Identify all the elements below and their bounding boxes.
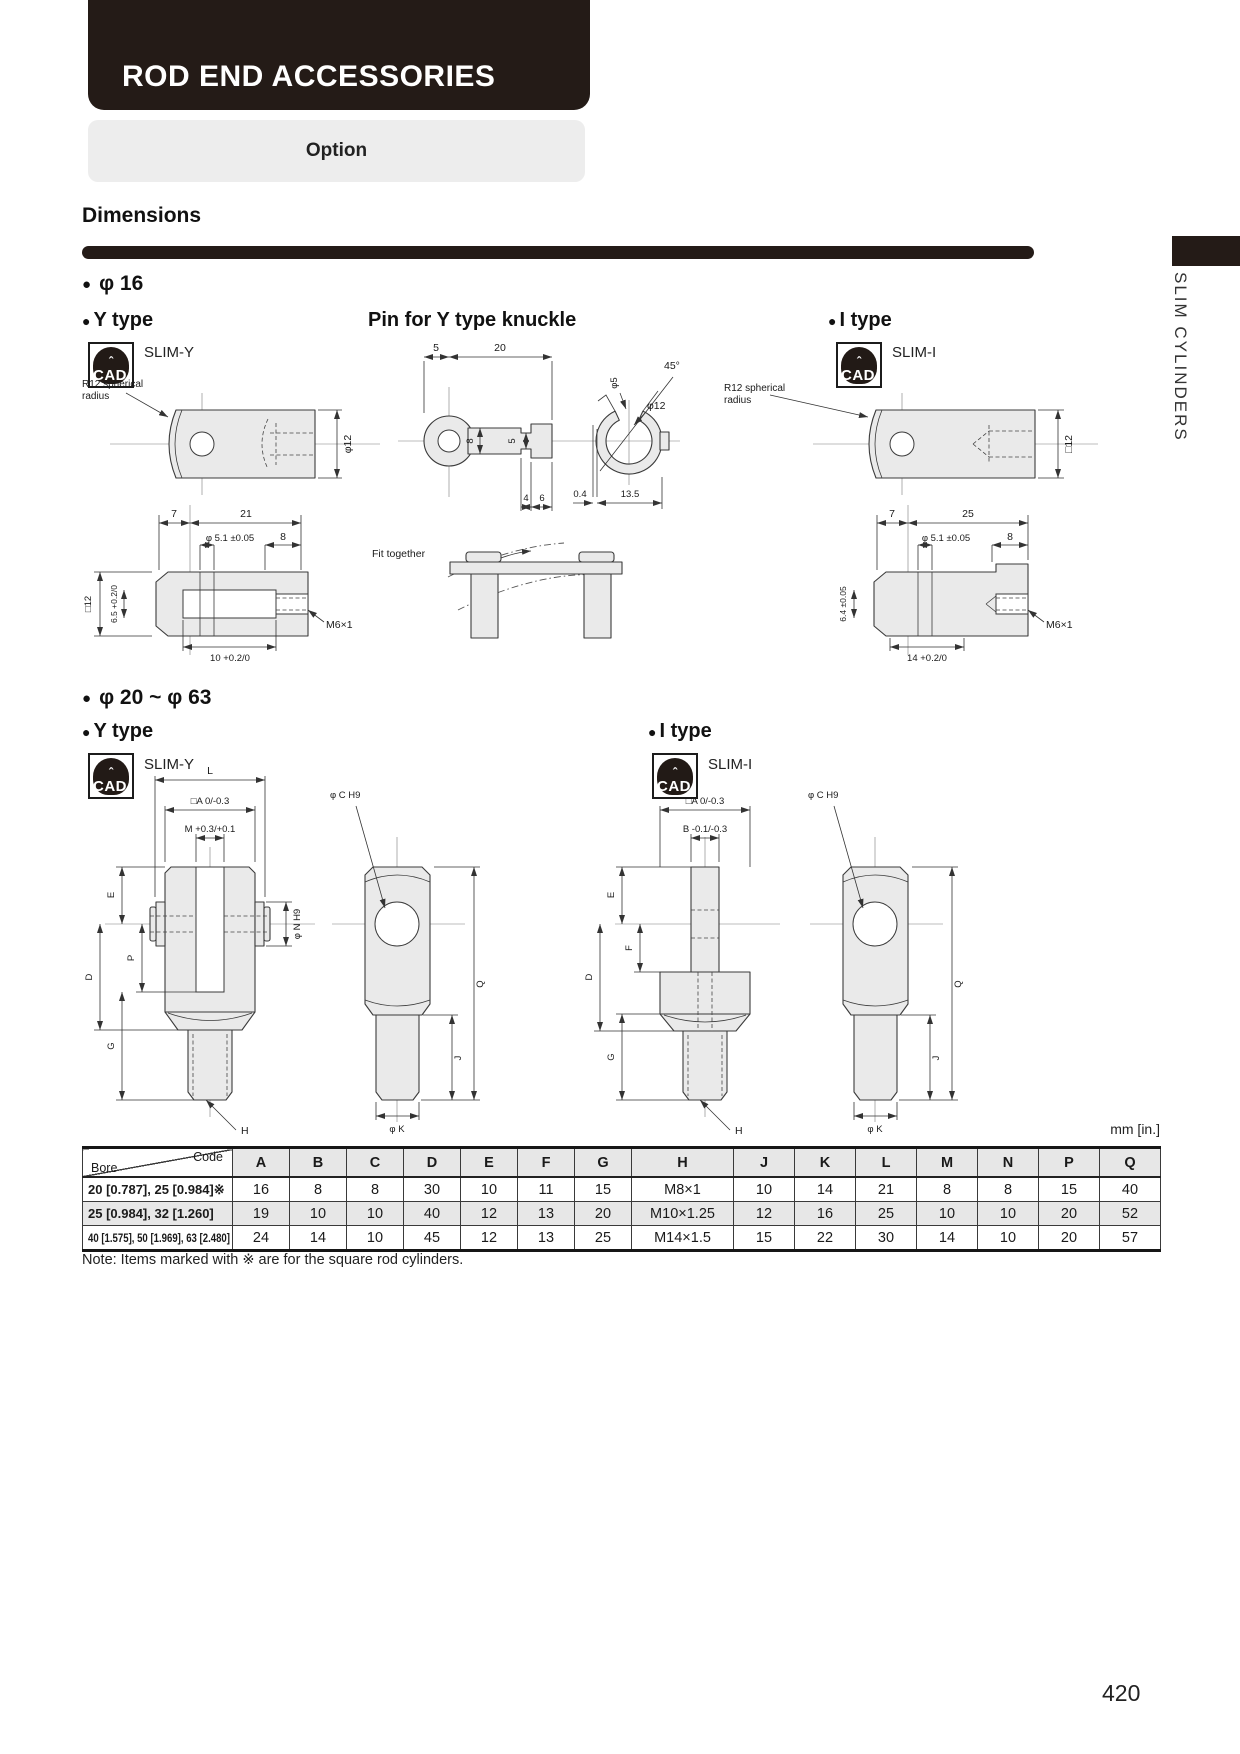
option-label: Option — [305, 140, 368, 161]
dim-label: φ 5.1 ±0.05 — [205, 533, 255, 544]
dim-label: 8 — [465, 438, 476, 444]
section-heading-phi16 — [82, 272, 143, 296]
dim-label: 25 — [962, 508, 974, 520]
value-cell: 20 — [575, 1202, 632, 1226]
value-cell: 10 — [917, 1202, 978, 1226]
spherical-radius-note: radius — [724, 395, 752, 406]
pin-side-view — [398, 342, 583, 511]
table-row — [83, 1177, 1161, 1202]
bore-cell: 20 [0.787], 25 [0.984]※ — [83, 1177, 233, 1202]
value-cell: 20 — [1039, 1202, 1100, 1226]
column-header: C — [347, 1148, 404, 1178]
column-header: G — [575, 1148, 632, 1178]
dim-label: 8 — [280, 531, 286, 543]
value-cell: 19 — [233, 1202, 290, 1226]
dim-label: 10 +0.2/0 — [210, 653, 250, 664]
dim-label: P — [126, 954, 137, 962]
value-cell: 40 — [404, 1202, 461, 1226]
phi20-63-drawings — [80, 752, 1040, 1152]
page-title: ROD END ACCESSORIES — [122, 60, 496, 93]
value-cell: 12 — [461, 1226, 518, 1251]
dim-label: □A 0/-0.3 — [190, 796, 230, 807]
dim-label: 6 — [539, 493, 545, 504]
dim-label: □A 0/-0.3 — [685, 796, 725, 807]
dim-label: 0.4 — [573, 489, 587, 500]
value-cell: 15 — [1039, 1177, 1100, 1202]
value-cell: 30 — [856, 1226, 917, 1251]
heading-phi20-i-type — [648, 720, 712, 743]
section-heading-label: φ 20 ~ φ 63 — [99, 686, 212, 709]
phi16-y-type-drawing — [80, 345, 410, 665]
value-cell: 10 — [978, 1202, 1039, 1226]
dim-label: M +0.3/+0.1 — [184, 824, 236, 835]
value-cell: 13 — [518, 1226, 575, 1251]
dimensions-heading: Dimensions — [82, 204, 202, 227]
dim-label: φ K — [389, 1124, 405, 1135]
phi20-i-front-view — [584, 796, 780, 1137]
cad-icon: ˆ CAD — [88, 342, 134, 388]
bullet-icon: ● — [82, 312, 91, 329]
fit-together-label: Fit together — [372, 548, 426, 560]
column-header: D — [404, 1148, 461, 1178]
dim-label: 4 — [523, 493, 529, 504]
heading-pin-for-y-knuckle: Pin for Y type knuckle — [368, 309, 577, 331]
dim-label: E — [106, 891, 117, 899]
bullet-icon: ● — [648, 723, 657, 740]
section-heading-phi20-63 — [82, 686, 211, 710]
heading-phi16-y-type — [82, 309, 153, 332]
option-box — [88, 120, 585, 182]
dim-label: D — [84, 973, 95, 981]
value-cell: 8 — [978, 1177, 1039, 1202]
dim-label: D — [584, 973, 595, 981]
dim-label: φ12 — [647, 400, 666, 412]
bullet-icon: ● — [82, 689, 92, 707]
value-cell: 15 — [575, 1177, 632, 1202]
cad-model-label: SLIM-Y — [144, 344, 195, 361]
value-cell: 10 — [347, 1202, 404, 1226]
dim-label: 7 — [889, 508, 895, 520]
phi16-y-top-view — [82, 379, 380, 495]
value-cell: 8 — [290, 1177, 347, 1202]
phi16-i-section-view — [838, 505, 1073, 664]
column-header: L — [856, 1148, 917, 1178]
cad-caret: ˆ — [108, 765, 114, 780]
value-cell: 10 — [461, 1177, 518, 1202]
table-row — [83, 1226, 1161, 1251]
dim-label: □12 — [83, 595, 94, 613]
dim-label: 8 — [1007, 531, 1013, 543]
pin-assembled-view — [450, 552, 622, 638]
value-cell: M8×1 — [632, 1177, 734, 1202]
dim-label: φ N H9 — [292, 908, 303, 940]
cad-model-label: SLIM-I — [708, 756, 753, 773]
dim-label: 21 — [240, 508, 252, 520]
value-cell: 14 — [290, 1226, 347, 1251]
cad-model-label: SLIM-I — [892, 344, 937, 361]
bore-cell: 40 [1.575], 50 [1.969], 63 [2.480] — [83, 1226, 233, 1251]
value-cell: 25 — [575, 1226, 632, 1251]
dim-label: φ5 — [609, 377, 620, 389]
column-header: Q — [1100, 1148, 1161, 1178]
value-cell: 14 — [795, 1177, 856, 1202]
value-cell: 21 — [856, 1177, 917, 1202]
spherical-radius-note: R12 spherical — [724, 383, 786, 394]
dim-label: 6.4 ±0.05 — [838, 586, 848, 622]
value-cell: 22 — [795, 1226, 856, 1251]
column-header: N — [978, 1148, 1039, 1178]
cad-icon: ˆ CAD — [836, 342, 882, 388]
dim-label: 6.5 +0.2/0 — [109, 584, 119, 624]
column-header: M — [917, 1148, 978, 1178]
phi20-i-side-view — [808, 790, 964, 1135]
table-row — [83, 1202, 1161, 1226]
dim-label: H — [241, 1125, 249, 1137]
footnote: Note: Items marked with ※ are for the square rod cylinders. — [82, 1252, 464, 1268]
side-tab-label: SLIM CYLINDERS — [1171, 272, 1190, 442]
dimension-table — [82, 1146, 1161, 1252]
pin-knuckle-drawing — [368, 325, 713, 655]
dim-label: 5 — [507, 438, 518, 444]
column-header: F — [518, 1148, 575, 1178]
heading-phi20-y-type — [82, 720, 153, 743]
spherical-radius-note: R12 spherical — [82, 379, 144, 390]
value-cell: M14×1.5 — [632, 1226, 734, 1251]
dim-label: φ C H9 — [808, 790, 839, 801]
cad-model-label: SLIM-Y — [144, 756, 195, 773]
type-heading-label: Y type — [93, 309, 154, 331]
table-header-row — [83, 1148, 1161, 1178]
value-cell: M10×1.25 — [632, 1202, 734, 1226]
column-header: H — [632, 1148, 734, 1178]
clip-front-view — [573, 360, 680, 509]
cad-caret: ˆ — [672, 765, 678, 780]
dim-label: J — [931, 1055, 942, 1061]
heading-underline-bar — [82, 246, 1034, 259]
value-cell: 52 — [1100, 1202, 1161, 1226]
value-cell: 10 — [734, 1177, 795, 1202]
value-cell: 11 — [518, 1177, 575, 1202]
dim-label: G — [106, 1042, 117, 1050]
units-label: mm [in.] — [1110, 1121, 1160, 1137]
value-cell: 12 — [461, 1202, 518, 1226]
bullet-icon: ● — [82, 723, 91, 740]
section-heading-label: φ 16 — [99, 272, 144, 295]
spherical-radius-note: radius — [82, 391, 110, 402]
type-heading-label: Y type — [93, 720, 154, 742]
value-cell: 8 — [347, 1177, 404, 1202]
value-cell: 10 — [978, 1226, 1039, 1251]
angle-label: 45° — [664, 360, 680, 372]
dim-label: L — [207, 765, 213, 777]
bore-cell: 25 [0.984], 32 [1.260] — [83, 1202, 233, 1226]
bullet-icon: ● — [82, 275, 92, 293]
bullet-icon: ● — [828, 312, 837, 329]
phi16-y-section-view — [83, 505, 353, 664]
value-cell: 12 — [734, 1202, 795, 1226]
dim-label: Q — [953, 980, 964, 988]
type-heading-label: I type — [659, 720, 712, 742]
value-cell: 57 — [1100, 1226, 1161, 1251]
dim-label: φ12 — [342, 434, 354, 454]
dim-label: 7 — [171, 508, 177, 520]
phi16-i-type-drawing — [718, 345, 1128, 665]
page-banner — [88, 0, 590, 110]
value-cell: 15 — [734, 1226, 795, 1251]
value-cell: 16 — [795, 1202, 856, 1226]
dim-label: □12 — [1063, 434, 1075, 454]
dim-label: E — [606, 891, 617, 899]
type-heading-label: I type — [839, 309, 892, 331]
value-cell: 8 — [917, 1177, 978, 1202]
cad-caret: ˆ — [856, 354, 862, 369]
dim-label: φ 5.1 ±0.05 — [921, 533, 971, 544]
value-cell: 10 — [347, 1226, 404, 1251]
phi20-y-side-view — [330, 790, 486, 1135]
dim-label: G — [606, 1053, 617, 1061]
value-cell: 30 — [404, 1177, 461, 1202]
value-cell: 13 — [518, 1202, 575, 1226]
cad-icon: ˆ CAD — [652, 753, 698, 799]
dim-label: B -0.1/-0.3 — [682, 824, 728, 835]
corner-code-label: Code — [193, 1150, 223, 1164]
thread-size-label: M6×1 — [1046, 619, 1073, 631]
column-header: E — [461, 1148, 518, 1178]
column-header: B — [290, 1148, 347, 1178]
column-header: A — [233, 1148, 290, 1178]
dim-label: 5 — [433, 342, 439, 354]
column-header: J — [734, 1148, 795, 1178]
column-header: K — [795, 1148, 856, 1178]
corner-bore-label: Bore — [91, 1161, 118, 1175]
dim-label: J — [453, 1055, 464, 1061]
dim-label: φ K — [867, 1124, 883, 1135]
dim-label: Q — [475, 980, 486, 988]
corner-cell — [83, 1148, 233, 1178]
column-header: P — [1039, 1148, 1100, 1178]
phi16-i-top-view — [724, 383, 1098, 495]
value-cell: 20 — [1039, 1226, 1100, 1251]
value-cell: 16 — [233, 1177, 290, 1202]
dim-label: F — [624, 945, 635, 951]
dim-label: H — [735, 1125, 743, 1137]
dim-label: 13.5 — [620, 489, 640, 500]
dim-label: φ C H9 — [330, 790, 361, 801]
dim-label: 20 — [494, 342, 506, 354]
page-number: 420 — [1102, 1680, 1141, 1706]
dim-label: 14 +0.2/0 — [907, 653, 947, 664]
heading-phi16-i-type — [828, 309, 892, 332]
side-tab-marker — [1172, 236, 1240, 266]
value-cell: 10 — [290, 1202, 347, 1226]
value-cell: 40 — [1100, 1177, 1161, 1202]
cad-caret: ˆ — [108, 354, 114, 369]
thread-size-label: M6×1 — [326, 619, 353, 631]
value-cell: 24 — [233, 1226, 290, 1251]
value-cell: 25 — [856, 1202, 917, 1226]
value-cell: 14 — [917, 1226, 978, 1251]
cad-icon: ˆ CAD — [88, 753, 134, 799]
phi20-y-front-view — [84, 765, 315, 1137]
value-cell: 45 — [404, 1226, 461, 1251]
